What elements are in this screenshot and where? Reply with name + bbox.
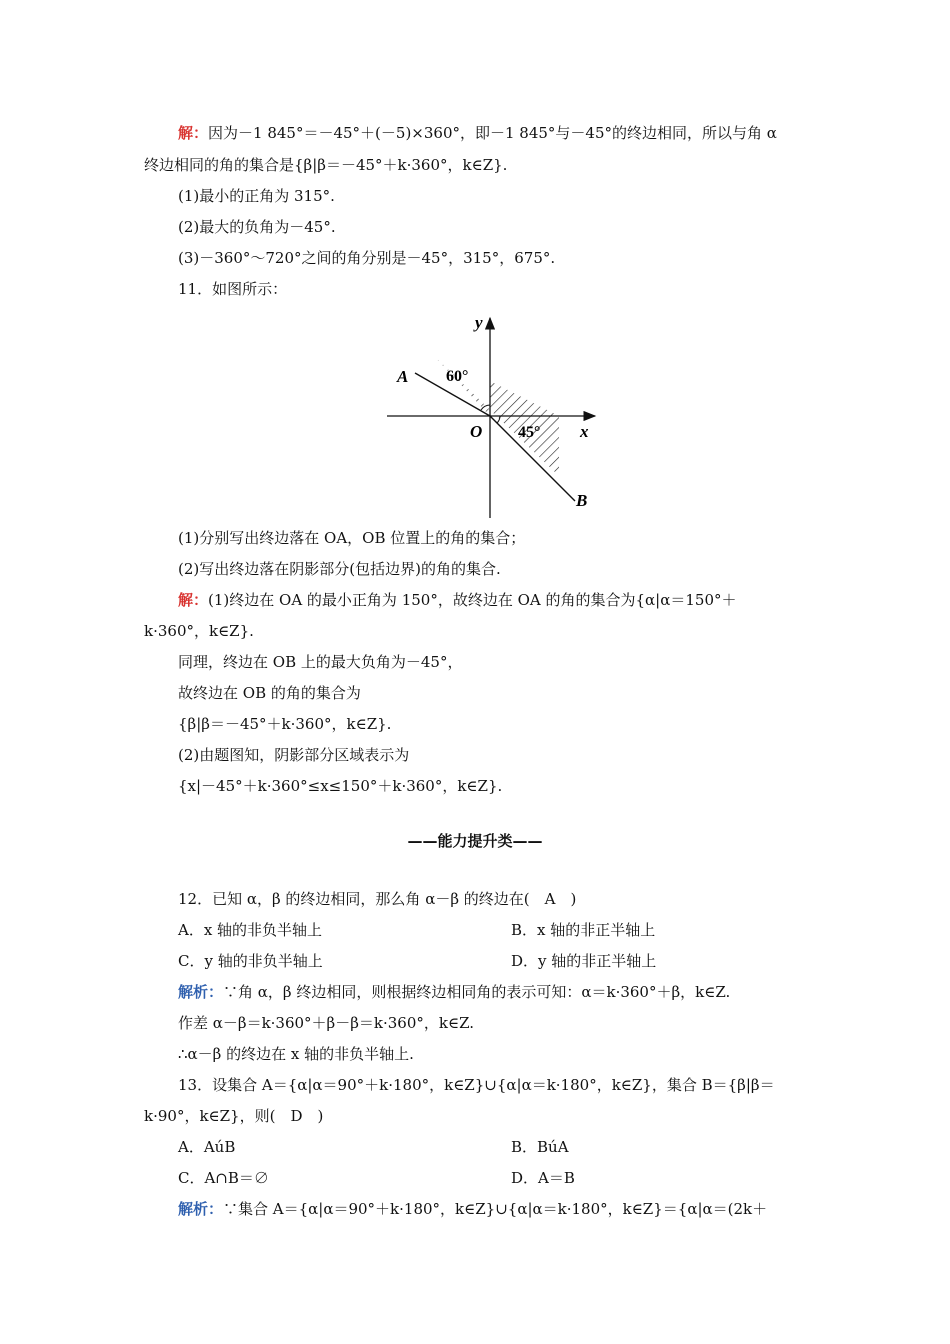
solution-11-line-2: k·360°，k∈Z}. xyxy=(144,622,254,640)
question-12-title: 12．已知 α，β 的终边相同，那么角 α－β 的终边在( A ) xyxy=(178,890,577,908)
solution-line-2: 终边相同的角的集合是{β|β＝－45°＋k·360°，k∈Z}. xyxy=(144,156,508,174)
analysis-text: ∵角 α，β 终边相同，则根据终边相同角的表示可知：α＝k·360°＋β，k∈Z. xyxy=(223,983,731,1001)
solution-11-line-1 xyxy=(178,590,736,610)
analysis-label: 解析： xyxy=(178,1200,224,1218)
solution-11-line-7: {x|－45°＋k·360°≤x≤150°＋k·360°，k∈Z}. xyxy=(178,777,503,795)
analysis-12-line-1 xyxy=(178,982,730,1002)
option-13-d: D．A＝B xyxy=(511,1169,575,1187)
section-heading: ——能力提升类—— xyxy=(407,832,543,850)
solution-line-3: (1)最小的正角为 315°. xyxy=(178,187,335,205)
solution-11-line-6: (2)由题图知，阴影部分区域表示为 xyxy=(178,746,410,764)
analysis-label: 解析： xyxy=(178,983,224,1001)
question-11-part-2: (2)写出终边落在阴影部分(包括边界)的角的集合. xyxy=(178,560,501,578)
solution-line-4: (2)最大的负角为－45°. xyxy=(178,218,336,236)
analysis-text: ∵集合 A＝{α|α＝90°＋k·180°，k∈Z}∪{α|α＝k·180°，k∈Z}＝{α|α＝(2k＋ xyxy=(223,1200,768,1218)
question-13-line-2: k·90°，k∈Z}，则( D ) xyxy=(144,1107,324,1125)
solution-11-line-4: 故终边在 OB 的角的集合为 xyxy=(178,684,361,702)
x-axis-label: x xyxy=(580,422,589,441)
answer-label: 解： xyxy=(178,124,209,142)
analysis-12-line-2: 作差 α－β＝k·360°＋β－β＝k·360°，k∈Z. xyxy=(178,1014,475,1032)
option-13-c: C．A∩B＝∅ xyxy=(178,1169,269,1187)
solution-11-line-5: {β|β＝－45°＋k·360°，k∈Z}. xyxy=(178,715,392,733)
analysis-12-line-3: ∴α－β 的终边在 x 轴的非负半轴上. xyxy=(178,1045,414,1063)
angle-60-label: 60° xyxy=(446,368,469,385)
point-a-label: A xyxy=(397,367,409,386)
origin-label: O xyxy=(470,422,483,441)
solution-11-line-3: 同理，终边在 OB 上的最大负角为－45°， xyxy=(178,653,463,671)
analysis-13-line-1 xyxy=(178,1199,767,1219)
angle-45-label: 45° xyxy=(518,424,541,441)
option-12-d: D．y 轴的非正半轴上 xyxy=(511,952,657,970)
question-11-part-1: (1)分别写出终边落在 OA，OB 位置上的角的集合； xyxy=(178,529,526,547)
question-13-line-1: 13．设集合 A＝{α|α＝90°＋k·180°，k∈Z}∪{α|α＝k·180°，k∈Z}，集合 B＝{β|β＝ xyxy=(178,1076,775,1094)
solution-line-1 xyxy=(178,123,777,143)
option-12-b: B．x 轴的非正半轴上 xyxy=(511,921,656,939)
solution-text: (1)终边在 OA 的最小正角为 150°，故终边在 OA 的角的集合为{α|α＝150°＋ xyxy=(208,591,737,609)
option-12-c: C．y 轴的非负半轴上 xyxy=(178,952,323,970)
solution-text: 因为－1 845°＝－45°＋(－5)×360°，即－1 845°与－45°的终边相同，所以与角 α xyxy=(208,124,777,142)
answer-label: 解： xyxy=(178,591,209,609)
solution-line-5: (3)－360°～720°之间的角分别是－45°，315°，675°. xyxy=(178,249,556,267)
point-b-label: B xyxy=(576,491,588,510)
option-13-a: A．AúB xyxy=(178,1138,236,1156)
y-axis-label: y xyxy=(475,313,483,332)
question-11-title: 11．如图所示： xyxy=(178,280,288,298)
angle-figure xyxy=(383,306,603,521)
option-13-b: B．BúA xyxy=(511,1138,569,1156)
option-12-a: A．x 轴的非负半轴上 xyxy=(178,921,323,939)
